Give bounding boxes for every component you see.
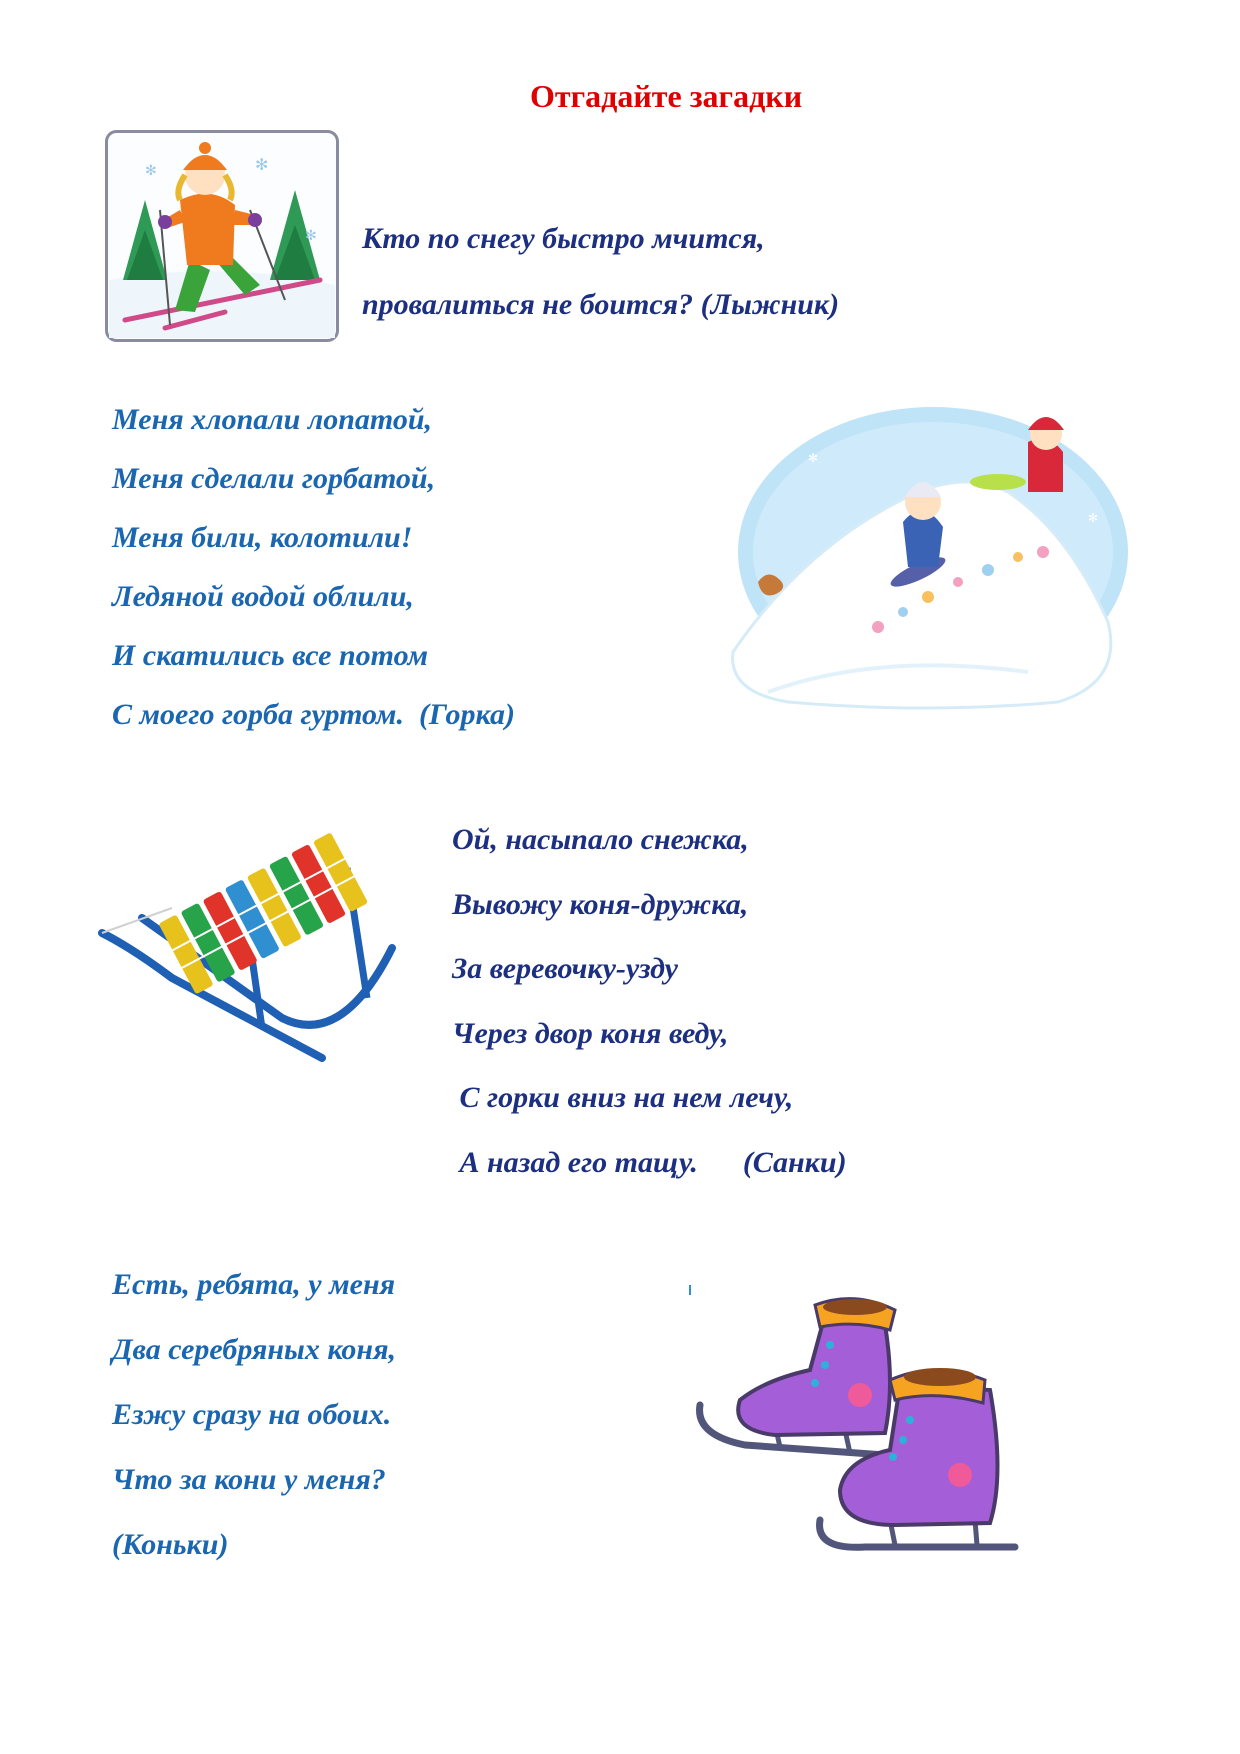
riddle-sled (452, 808, 847, 1195)
riddle-skates (112, 1252, 396, 1577)
riddle-line: провалиться не боится? (Лыжник) (362, 288, 840, 321)
skier-picture (105, 130, 339, 342)
riddle-line: Меня сделали горбатой, (112, 462, 436, 495)
snow-hill-picture (728, 402, 1128, 714)
riddle-line: С моего горба гуртом. (Горка) (112, 698, 515, 731)
riddle-line: Езжу сразу на обоих. (112, 1398, 392, 1431)
riddle-skier (362, 206, 839, 338)
svg-text:✻: ✻ (255, 155, 269, 174)
riddle-line: Ледяной водой облили, (112, 580, 414, 613)
riddle-line: Вывожу коня-дружка, (452, 887, 749, 921)
riddle-line: Два серебряных коня, (112, 1333, 397, 1366)
riddle-snow-hill (112, 390, 515, 744)
riddle-line: Через двор коня веду, (452, 1016, 729, 1050)
riddle-line: С горки вниз на нем лечу, (452, 1081, 794, 1114)
riddle-line: Меня хлопали лопатой, (112, 403, 433, 436)
riddle-line: (Коньки) (112, 1528, 229, 1561)
riddle-line: А назад его тащу. (Санки) (452, 1145, 847, 1179)
riddle-line: Ой, насыпало снежка, (452, 823, 749, 856)
sled-picture (92, 808, 404, 1070)
riddle-line: И скатились все потом (112, 639, 429, 672)
skates-picture (685, 1285, 1030, 1555)
svg-text:✻: ✻ (808, 451, 819, 465)
riddle-line: Есть, ребята, у меня (112, 1268, 396, 1301)
riddle-line: Что за кони у меня? (112, 1463, 386, 1496)
page-title: Отгадайте загадки (530, 78, 803, 114)
riddle-line: Меня били, колотили! (112, 521, 413, 554)
riddle-line: За веревочку-узду (452, 952, 678, 985)
svg-text:✻: ✻ (1088, 511, 1099, 525)
svg-text:✻: ✻ (145, 163, 157, 179)
svg-text:✻: ✻ (305, 228, 317, 244)
riddle-line: Кто по снегу быстро мчится, (362, 222, 765, 255)
